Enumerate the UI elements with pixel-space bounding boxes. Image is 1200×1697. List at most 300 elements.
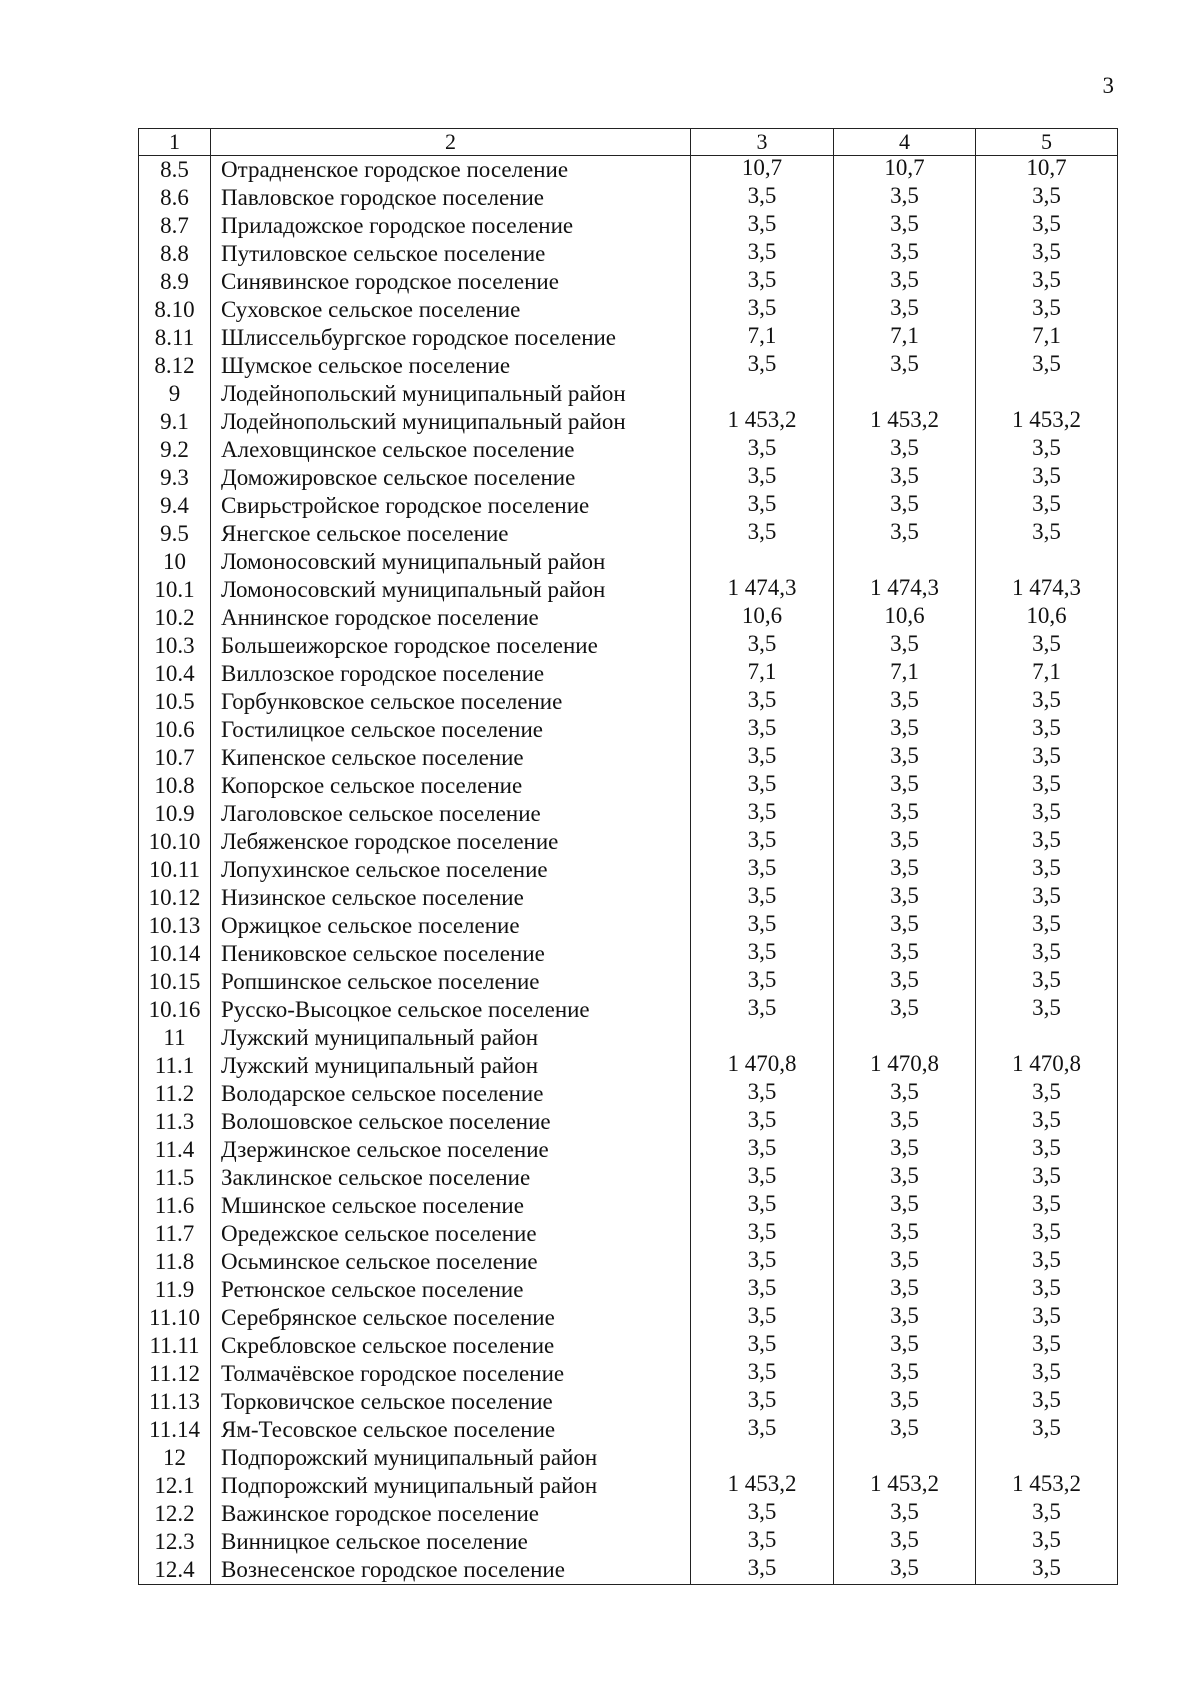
value-col-4: 1 474,3 [834, 576, 976, 604]
value-col-5: 3,5 [976, 968, 1118, 996]
row-number: 8.6 [139, 184, 211, 212]
value-col-5: 3,5 [976, 1360, 1118, 1388]
table-row [139, 660, 1118, 688]
value-col-5: 3,5 [976, 212, 1118, 240]
row-name: Ропшинское сельское поселение [211, 968, 691, 996]
row-number: 10.5 [139, 688, 211, 716]
value-col-5: 3,5 [976, 240, 1118, 268]
value-col-3: 3,5 [691, 1276, 834, 1304]
row-number: 9.1 [139, 408, 211, 436]
value-col-5: 3,5 [976, 1416, 1118, 1444]
value-col-5: 3,5 [976, 268, 1118, 296]
row-number: 10.10 [139, 828, 211, 856]
page-number: 3 [1102, 73, 1114, 98]
value-col-5: 3,5 [976, 800, 1118, 828]
value-col-4: 1 453,2 [834, 408, 976, 436]
row-name: Шлиссельбургское городское поселение [211, 324, 691, 352]
value-col-5: 3,5 [976, 828, 1118, 856]
value-col-4: 1 453,2 [834, 1472, 976, 1500]
row-name: Янегское сельское поселение [211, 520, 691, 548]
row-number: 11.14 [139, 1416, 211, 1444]
value-col-3: 3,5 [691, 1416, 834, 1444]
row-name: Мшинское сельское поселение [211, 1192, 691, 1220]
value-col-3: 3,5 [691, 828, 834, 856]
row-number: 8.12 [139, 352, 211, 380]
table-row [139, 352, 1118, 380]
value-col-4: 3,5 [834, 1192, 976, 1220]
row-name: Горбунковское сельское поселение [211, 688, 691, 716]
value-col-5: 1 474,3 [976, 576, 1118, 604]
value-col-5: 3,5 [976, 744, 1118, 772]
row-name: Русско-Высоцкое сельское поселение [211, 996, 691, 1024]
value-col-5: 3,5 [976, 996, 1118, 1024]
row-name: Дзержинское сельское поселение [211, 1136, 691, 1164]
value-col-3: 3,5 [691, 912, 834, 940]
value-col-5: 3,5 [976, 352, 1118, 380]
row-name: Толмачёвское городское поселение [211, 1360, 691, 1388]
row-name: Оредежское сельское поселение [211, 1220, 691, 1248]
value-col-3: 3,5 [691, 940, 834, 968]
table-row [139, 1220, 1118, 1248]
value-col-5: 3,5 [976, 296, 1118, 324]
value-col-3: 3,5 [691, 352, 834, 380]
value-col-3: 10,7 [691, 156, 834, 185]
value-col-4 [834, 548, 976, 576]
table-row [139, 912, 1118, 940]
row-name: Важинское городское поселение [211, 1500, 691, 1528]
value-col-3: 3,5 [691, 716, 834, 744]
row-number: 8.7 [139, 212, 211, 240]
value-col-4: 3,5 [834, 240, 976, 268]
row-name: Ломоносовский муниципальный район [211, 548, 691, 576]
table-row [139, 1416, 1118, 1444]
value-col-4: 3,5 [834, 436, 976, 464]
value-col-3: 3,5 [691, 1220, 834, 1248]
row-number: 10.9 [139, 800, 211, 828]
value-col-4: 3,5 [834, 884, 976, 912]
table-row [139, 800, 1118, 828]
table-row [139, 212, 1118, 240]
value-col-3: 3,5 [691, 1192, 834, 1220]
value-col-4: 3,5 [834, 212, 976, 240]
row-number: 11.10 [139, 1304, 211, 1332]
row-name: Серебрянское сельское поселение [211, 1304, 691, 1332]
header-row [139, 129, 1118, 156]
row-name: Ям-Тесовское сельское поселение [211, 1416, 691, 1444]
table-row [139, 464, 1118, 492]
row-number: 11.3 [139, 1108, 211, 1136]
row-name: Лодейнопольский муниципальный район [211, 380, 691, 408]
row-number: 8.11 [139, 324, 211, 352]
value-col-5: 3,5 [976, 1108, 1118, 1136]
value-col-3: 3,5 [691, 296, 834, 324]
value-col-4: 3,5 [834, 1332, 976, 1360]
value-col-5: 3,5 [976, 1080, 1118, 1108]
table-row [139, 1136, 1118, 1164]
table-row [139, 268, 1118, 296]
value-col-4: 3,5 [834, 912, 976, 940]
value-col-4: 3,5 [834, 1500, 976, 1528]
value-col-4: 3,5 [834, 744, 976, 772]
value-col-3 [691, 1444, 834, 1472]
value-col-3: 3,5 [691, 520, 834, 548]
row-name: Винницкое сельское поселение [211, 1528, 691, 1556]
value-col-4: 3,5 [834, 1080, 976, 1108]
value-col-5: 3,5 [976, 1164, 1118, 1192]
row-number: 11.1 [139, 1052, 211, 1080]
row-number: 10 [139, 548, 211, 576]
row-name: Большеижорское городское поселение [211, 632, 691, 660]
column-header-1: 1 [139, 129, 211, 156]
row-name: Вознесенское городское поселение [211, 1556, 691, 1585]
table-row [139, 1080, 1118, 1108]
row-name: Синявинское городское поселение [211, 268, 691, 296]
row-number: 8.5 [139, 156, 211, 185]
value-col-5: 3,5 [976, 1192, 1118, 1220]
table-row [139, 716, 1118, 744]
table-row [139, 1388, 1118, 1416]
value-col-3: 7,1 [691, 324, 834, 352]
row-name: Ретюнское сельское поселение [211, 1276, 691, 1304]
row-name: Оржицкое сельское поселение [211, 912, 691, 940]
table-row [139, 1304, 1118, 1332]
value-col-3 [691, 548, 834, 576]
table-row [139, 1528, 1118, 1556]
value-col-3: 3,5 [691, 996, 834, 1024]
row-number: 11.2 [139, 1080, 211, 1108]
value-col-5: 3,5 [976, 436, 1118, 464]
row-number: 10.3 [139, 632, 211, 660]
value-col-4: 3,5 [834, 940, 976, 968]
row-number: 10.8 [139, 772, 211, 800]
table-row [139, 1332, 1118, 1360]
table-row [139, 940, 1118, 968]
value-col-3: 3,5 [691, 884, 834, 912]
value-col-5: 3,5 [976, 1332, 1118, 1360]
row-number: 11.13 [139, 1388, 211, 1416]
value-col-4: 3,5 [834, 856, 976, 884]
table-row [139, 1192, 1118, 1220]
value-col-4: 3,5 [834, 352, 976, 380]
value-col-3: 3,5 [691, 744, 834, 772]
row-number: 10.14 [139, 940, 211, 968]
value-col-3: 3,5 [691, 268, 834, 296]
row-name: Подпорожский муниципальный район [211, 1444, 691, 1472]
row-number: 11.4 [139, 1136, 211, 1164]
value-col-3: 3,5 [691, 856, 834, 884]
value-col-4: 3,5 [834, 800, 976, 828]
row-name: Копорское сельское поселение [211, 772, 691, 800]
table-row [139, 996, 1118, 1024]
table-row [139, 520, 1118, 548]
table-row [139, 1248, 1118, 1276]
table-row [139, 240, 1118, 268]
row-name: Лаголовское сельское поселение [211, 800, 691, 828]
value-col-4: 3,5 [834, 772, 976, 800]
value-col-5: 3,5 [976, 912, 1118, 940]
value-col-5: 3,5 [976, 772, 1118, 800]
table-row [139, 1276, 1118, 1304]
value-col-5: 3,5 [976, 184, 1118, 212]
row-name: Шумское сельское поселение [211, 352, 691, 380]
value-col-3 [691, 1024, 834, 1052]
value-col-4: 3,5 [834, 464, 976, 492]
value-col-5: 3,5 [976, 492, 1118, 520]
value-col-5 [976, 380, 1118, 408]
table-row [139, 632, 1118, 660]
value-col-3: 3,5 [691, 1388, 834, 1416]
value-col-4: 3,5 [834, 632, 976, 660]
row-number: 10.12 [139, 884, 211, 912]
value-col-4: 3,5 [834, 1220, 976, 1248]
row-name: Суховское сельское поселение [211, 296, 691, 324]
row-number: 10.6 [139, 716, 211, 744]
row-number: 10.15 [139, 968, 211, 996]
value-col-3: 3,5 [691, 1556, 834, 1585]
row-name: Скребловское сельское поселение [211, 1332, 691, 1360]
value-col-5: 3,5 [976, 520, 1118, 548]
value-col-4: 3,5 [834, 268, 976, 296]
table-row [139, 604, 1118, 632]
table-row [139, 1108, 1118, 1136]
value-col-3: 3,5 [691, 240, 834, 268]
row-number: 10.4 [139, 660, 211, 688]
value-col-4: 3,5 [834, 1360, 976, 1388]
row-number: 11 [139, 1024, 211, 1052]
column-header-4: 4 [834, 129, 976, 156]
row-number: 9.5 [139, 520, 211, 548]
value-col-4: 3,5 [834, 1528, 976, 1556]
row-number: 10.11 [139, 856, 211, 884]
value-col-3: 3,5 [691, 1500, 834, 1528]
row-number: 10.2 [139, 604, 211, 632]
row-number: 11.11 [139, 1332, 211, 1360]
value-col-5: 3,5 [976, 1528, 1118, 1556]
value-col-4: 10,6 [834, 604, 976, 632]
value-col-5: 1 470,8 [976, 1052, 1118, 1080]
row-number: 11.9 [139, 1276, 211, 1304]
row-number: 12 [139, 1444, 211, 1472]
value-col-5 [976, 548, 1118, 576]
value-col-5: 3,5 [976, 688, 1118, 716]
row-number: 11.8 [139, 1248, 211, 1276]
row-name: Свирьстройское городское поселение [211, 492, 691, 520]
row-name: Павловское городское поселение [211, 184, 691, 212]
row-name: Приладожское городское поселение [211, 212, 691, 240]
table-row [139, 884, 1118, 912]
row-number: 10.16 [139, 996, 211, 1024]
value-col-5: 3,5 [976, 856, 1118, 884]
value-col-5: 3,5 [976, 716, 1118, 744]
value-col-4: 3,5 [834, 492, 976, 520]
value-col-5: 3,5 [976, 1276, 1118, 1304]
row-number: 8.9 [139, 268, 211, 296]
table-row [139, 1164, 1118, 1192]
table-body [139, 156, 1118, 1585]
row-name: Лебяженское городское поселение [211, 828, 691, 856]
table-row [139, 828, 1118, 856]
value-col-5: 3,5 [976, 1556, 1118, 1585]
row-name: Ломоносовский муниципальный район [211, 576, 691, 604]
value-col-3: 3,5 [691, 1108, 834, 1136]
value-col-3: 3,5 [691, 464, 834, 492]
value-col-3: 3,5 [691, 184, 834, 212]
value-col-3: 3,5 [691, 212, 834, 240]
row-name: Доможировское сельское поселение [211, 464, 691, 492]
row-name: Путиловское сельское поселение [211, 240, 691, 268]
value-col-4 [834, 1444, 976, 1472]
value-col-3: 3,5 [691, 772, 834, 800]
value-col-4: 3,5 [834, 1556, 976, 1585]
value-col-4: 3,5 [834, 1108, 976, 1136]
row-number: 12.4 [139, 1556, 211, 1585]
value-col-3: 3,5 [691, 968, 834, 996]
table-row [139, 184, 1118, 212]
row-name: Пениковское сельское поселение [211, 940, 691, 968]
table-row [139, 1360, 1118, 1388]
value-col-3: 3,5 [691, 1164, 834, 1192]
row-number: 11.5 [139, 1164, 211, 1192]
table-row [139, 856, 1118, 884]
value-col-5: 1 453,2 [976, 408, 1118, 436]
row-number: 10.7 [139, 744, 211, 772]
row-name: Алеховщинское сельское поселение [211, 436, 691, 464]
value-col-5: 3,5 [976, 632, 1118, 660]
row-name: Лопухинское сельское поселение [211, 856, 691, 884]
row-name: Аннинское городское поселение [211, 604, 691, 632]
value-col-4: 3,5 [834, 1164, 976, 1192]
table-row [139, 688, 1118, 716]
row-name: Волошовское сельское поселение [211, 1108, 691, 1136]
value-col-5: 3,5 [976, 1388, 1118, 1416]
table-row [139, 576, 1118, 604]
value-col-4: 3,5 [834, 996, 976, 1024]
value-col-3: 3,5 [691, 1136, 834, 1164]
value-col-3: 3,5 [691, 1528, 834, 1556]
row-name: Отрадненское городское поселение [211, 156, 691, 185]
value-col-3: 3,5 [691, 492, 834, 520]
value-col-3: 3,5 [691, 632, 834, 660]
row-number: 8.10 [139, 296, 211, 324]
row-number: 8.8 [139, 240, 211, 268]
value-col-5: 10,6 [976, 604, 1118, 632]
table-row [139, 1444, 1118, 1472]
row-name: Подпорожский муниципальный район [211, 1472, 691, 1500]
column-header-3: 3 [691, 129, 834, 156]
row-number: 11.7 [139, 1220, 211, 1248]
value-col-3: 3,5 [691, 800, 834, 828]
row-number: 11.12 [139, 1360, 211, 1388]
table-row [139, 1024, 1118, 1052]
value-col-5: 3,5 [976, 464, 1118, 492]
value-col-4: 7,1 [834, 324, 976, 352]
row-name: Гостилицкое сельское поселение [211, 716, 691, 744]
value-col-5: 3,5 [976, 1500, 1118, 1528]
row-name: Заклинское сельское поселение [211, 1164, 691, 1192]
value-col-4: 3,5 [834, 184, 976, 212]
row-name: Лужский муниципальный район [211, 1024, 691, 1052]
table-row [139, 436, 1118, 464]
value-col-4: 3,5 [834, 1136, 976, 1164]
value-col-3: 3,5 [691, 1304, 834, 1332]
table-row [139, 380, 1118, 408]
row-name: Осьминское сельское поселение [211, 1248, 691, 1276]
value-col-5: 7,1 [976, 660, 1118, 688]
value-col-3: 3,5 [691, 1080, 834, 1108]
row-number: 12.1 [139, 1472, 211, 1500]
value-col-5: 10,7 [976, 156, 1118, 185]
table-row [139, 156, 1118, 185]
value-col-5: 7,1 [976, 324, 1118, 352]
table-header [139, 129, 1118, 156]
table-row [139, 1500, 1118, 1528]
row-name: Лодейнопольский муниципальный район [211, 408, 691, 436]
value-col-5: 3,5 [976, 1304, 1118, 1332]
value-col-5: 3,5 [976, 1248, 1118, 1276]
row-name: Низинское сельское поселение [211, 884, 691, 912]
value-col-4: 3,5 [834, 1304, 976, 1332]
value-col-3: 10,6 [691, 604, 834, 632]
value-col-4: 3,5 [834, 968, 976, 996]
value-col-3: 1 453,2 [691, 408, 834, 436]
value-col-4 [834, 380, 976, 408]
allocation-table [138, 128, 1118, 1585]
value-col-4: 7,1 [834, 660, 976, 688]
row-number: 10.13 [139, 912, 211, 940]
value-col-4: 3,5 [834, 688, 976, 716]
value-col-3: 3,5 [691, 436, 834, 464]
column-header-2: 2 [211, 129, 691, 156]
value-col-3: 7,1 [691, 660, 834, 688]
table-row [139, 1556, 1118, 1585]
table-row [139, 772, 1118, 800]
value-col-5: 3,5 [976, 1220, 1118, 1248]
value-col-4: 3,5 [834, 1416, 976, 1444]
table-row [139, 968, 1118, 996]
value-col-4: 3,5 [834, 1248, 976, 1276]
table-row [139, 548, 1118, 576]
row-number: 9 [139, 380, 211, 408]
row-name: Виллозское городское поселение [211, 660, 691, 688]
row-name: Кипенское сельское поселение [211, 744, 691, 772]
value-col-4: 3,5 [834, 716, 976, 744]
column-header-5: 5 [976, 129, 1118, 156]
value-col-4: 3,5 [834, 1388, 976, 1416]
row-number: 9.2 [139, 436, 211, 464]
value-col-5: 3,5 [976, 940, 1118, 968]
value-col-3 [691, 380, 834, 408]
value-col-4: 10,7 [834, 156, 976, 185]
value-col-4: 1 470,8 [834, 1052, 976, 1080]
row-number: 9.3 [139, 464, 211, 492]
value-col-3: 3,5 [691, 1332, 834, 1360]
row-name: Володарское сельское поселение [211, 1080, 691, 1108]
value-col-4: 3,5 [834, 296, 976, 324]
table-row [139, 1052, 1118, 1080]
table-row [139, 296, 1118, 324]
table-row [139, 492, 1118, 520]
value-col-3: 1 474,3 [691, 576, 834, 604]
value-col-3: 3,5 [691, 688, 834, 716]
value-col-3: 1 453,2 [691, 1472, 834, 1500]
table-row [139, 1472, 1118, 1500]
row-name: Лужский муниципальный район [211, 1052, 691, 1080]
value-col-3: 1 470,8 [691, 1052, 834, 1080]
row-name: Торковичское сельское поселение [211, 1388, 691, 1416]
row-number: 12.3 [139, 1528, 211, 1556]
value-col-4: 3,5 [834, 1276, 976, 1304]
value-col-5 [976, 1024, 1118, 1052]
